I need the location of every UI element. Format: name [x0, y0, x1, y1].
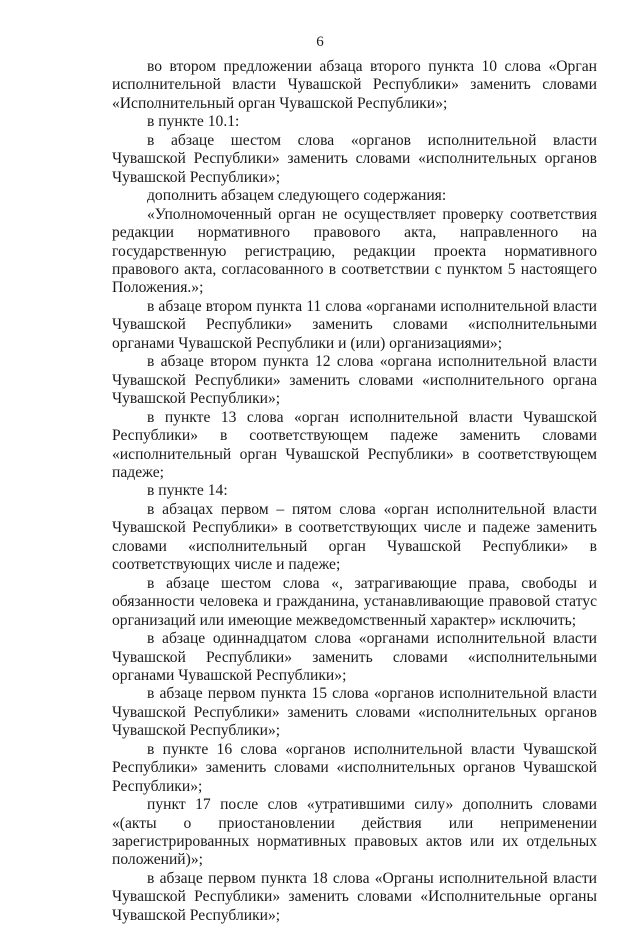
paragraph: в абзаце втором пункта 11 слова «органами исполнительной власти Чувашской Республики» заменить словами «исполнительными органами Чувашской Республики и (или) организациями»; [112, 297, 597, 352]
paragraph: в пункте 13 слова «орган исполнительной власти Чувашской Республики» в соответствующем падеже заменить словами «исполнительный орган Чувашской Республики» в соответствующем падеже; [112, 408, 597, 481]
document-body [112, 58, 597, 925]
paragraph: «Уполномоченный орган не осуществляет проверку соответствия редакции нормативного правового акта, направленного на государственную регистрацию, редакции проекта нормативного правового акта, согласованного в соответствии с пунктом 5 настоящего Положения.»; [112, 205, 597, 297]
paragraph: в пункте 16 слова «органов исполнительной власти Чувашской Республики» заменить словами «исполнительных органов Чувашской Республики»; [112, 740, 597, 795]
paragraph: пункт 17 после слов «утратившими силу» дополнить словами «(акты о приостановлении действия или неприменении зарегистрированных нормативных правовых актов или их отдельных положений)»; [112, 796, 597, 869]
paragraph: в абзацах первом – пятом слова «орган исполнительной власти Чувашской Республики» в соответствующих числе и падеже заменить словами «исполнительный орган Чувашской Республики» в соответствующих числе и падеже; [112, 500, 597, 574]
page-number: 6 [316, 34, 324, 50]
paragraph: дополнить абзацем следующего содержания: [147, 187, 447, 205]
paragraph: в абзаце шестом слова «органов исполнительной власти Чувашской Республики» заменить словами «исполнительных органов Чувашской Республики»; [112, 131, 597, 186]
paragraph: в абзаце одиннадцатом слова «органами исполнительной власти Чувашской Республики» заменить словами «исполнительными органами Чувашской Республики»; [112, 630, 597, 684]
paragraph: в абзаце первом пункта 15 слова «органов исполнительной власти Чувашской Республики» заменить словами «исполнительных органов Чувашской Республики»; [112, 685, 597, 740]
paragraph: в пункте 14: [147, 482, 228, 500]
paragraph: в абзаце шестом слова «, затрагивающие права, свободы и обязанности человека и гражданина, устанавливающие правовой статус организаций или имеющие межведомственный характер» исключить; [112, 574, 597, 629]
paragraph: в пункте 10.1: [147, 113, 240, 131]
paragraph: в абзаце втором пункта 12 слова «органа исполнительной власти Чувашской Республики» заменить словами «исполнительного органа Чувашской Республики»; [112, 353, 597, 408]
paragraph: в абзаце первом пункта 18 слова «Органы исполнительной власти Чувашской Республики» заменить словами «Исполнительные органы Чувашской Республики»; [112, 869, 597, 924]
paragraph: во втором предложении абзаца второго пункта 10 слова «Орган исполнительной власти Чувашской Республики» заменить словами «Исполнительный орган Чувашской Республики»; [112, 58, 597, 112]
